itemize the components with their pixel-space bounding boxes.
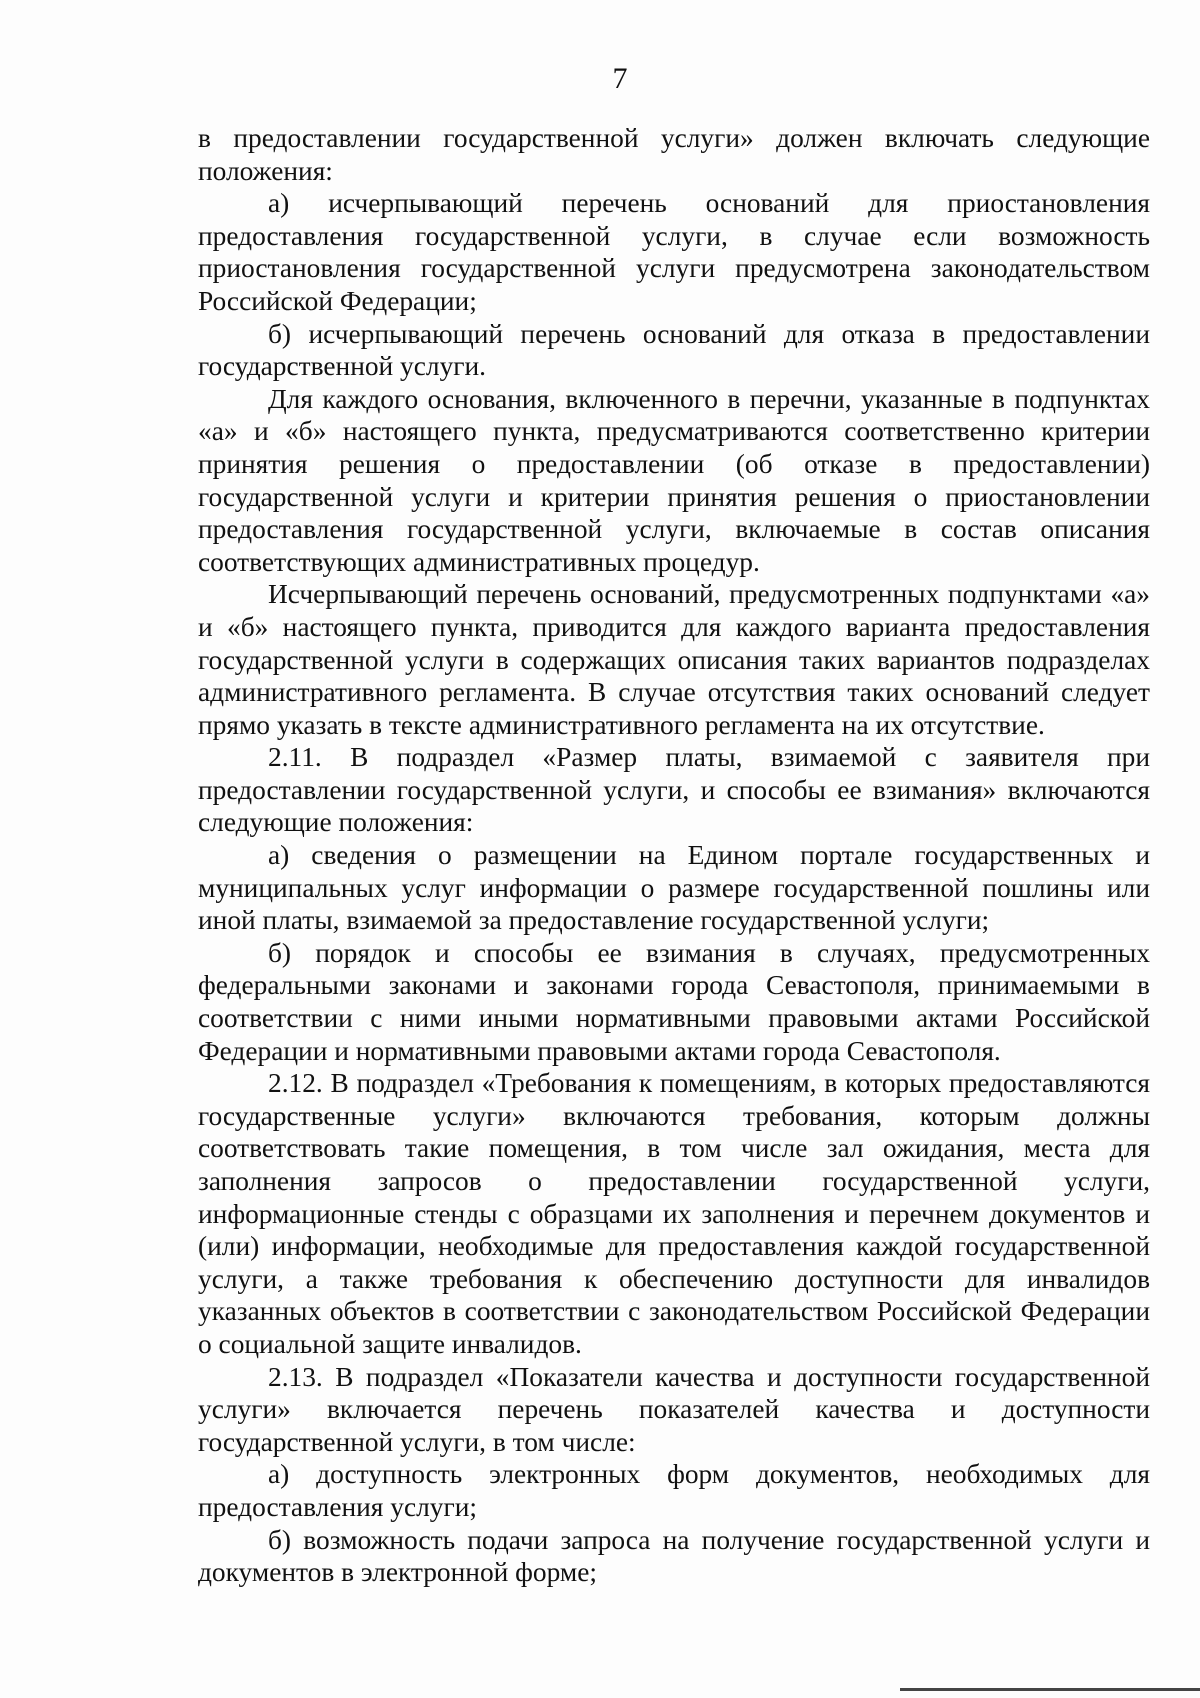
paragraph: б) возможность подачи запроса на получение государственной услуги и документов в электронной форме; [198,1524,1150,1588]
document-body [198,122,1150,1589]
scan-edge-line [900,1688,1200,1691]
paragraph: 2.12. В подраздел «Требования к помещениям, в которых предоставляются государственные услуги» включаются требования, которым должны соответствовать такие помещения, в том числе зал ожидания, места для заполнения запросов о предоставлении государственной услуги, информационные стенды с образцами их заполнения и перечнем документов и (или) информации, необходимые для предоставления каждой государственной услуги, а также требования к обеспечению доступности для инвалидов указанных объектов в соответствии с законодательством Российской Федерации о социальной защите инвалидов. [198,1068,1150,1359]
paragraph: а) доступность электронных форм документов, необходимых для предоставления услуги; [198,1459,1150,1522]
page-number: 7 [612,62,628,95]
paragraph: б) исчерпывающий перечень оснований для отказа в предоставлении государственной услуги. [198,318,1150,382]
paragraph: а) исчерпывающий перечень оснований для приостановления предоставления государственной услуги, в случае если возможность приостановления государственной услуги предусмотрена законодательством Российской Федерации; [198,188,1150,316]
paragraph: 2.13. В подраздел «Показатели качества и доступности государственной услуги» включается перечень показателей качества и доступности государственной услуги, в том числе: [198,1361,1150,1457]
paragraph: в предоставлении государственной услуги» должен включать следующие положения: [198,123,1150,186]
paragraph: 2.11. В подраздел «Размер платы, взимаемой с заявителя при предоставлении государственной услуги, и способы ее взимания» включаются следующие положения: [198,742,1150,838]
paragraph: Для каждого основания, включенного в перечни, указанные в подпунктах «а» и «б» настоящего пункта, предусматриваются соответственно критерии принятия решения о предоставлении (об отказе в предоставлении) государственной услуги и критерии принятия решения о приостановлении предоставления государственной услуги, включаемые в состав описания соответствующих административных процедур. [198,383,1150,577]
paragraph: а) сведения о размещении на Едином портале государственных и муниципальных услуг информации о размере государственной пошлины или иной платы, взимаемой за предоставление государственной услуги; [198,840,1150,936]
paragraph: б) порядок и способы ее взимания в случаях, предусмотренных федеральными законами и законами города Севастополя, принимаемыми в соответствии с ними иными нормативными правовыми актами Российской Федерации и нормативными правовыми актами города Севастополя. [198,937,1150,1066]
paragraph: Исчерпывающий перечень оснований, предусмотренных подпунктами «а» и «б» настоящего пункта, приводится для каждого варианта предоставления государственной услуги в содержащих описания таких вариантов подразделах административного регламента. В случае отсутствия таких оснований следует прямо указать в тексте административного регламента на их отсутствие. [198,579,1150,740]
